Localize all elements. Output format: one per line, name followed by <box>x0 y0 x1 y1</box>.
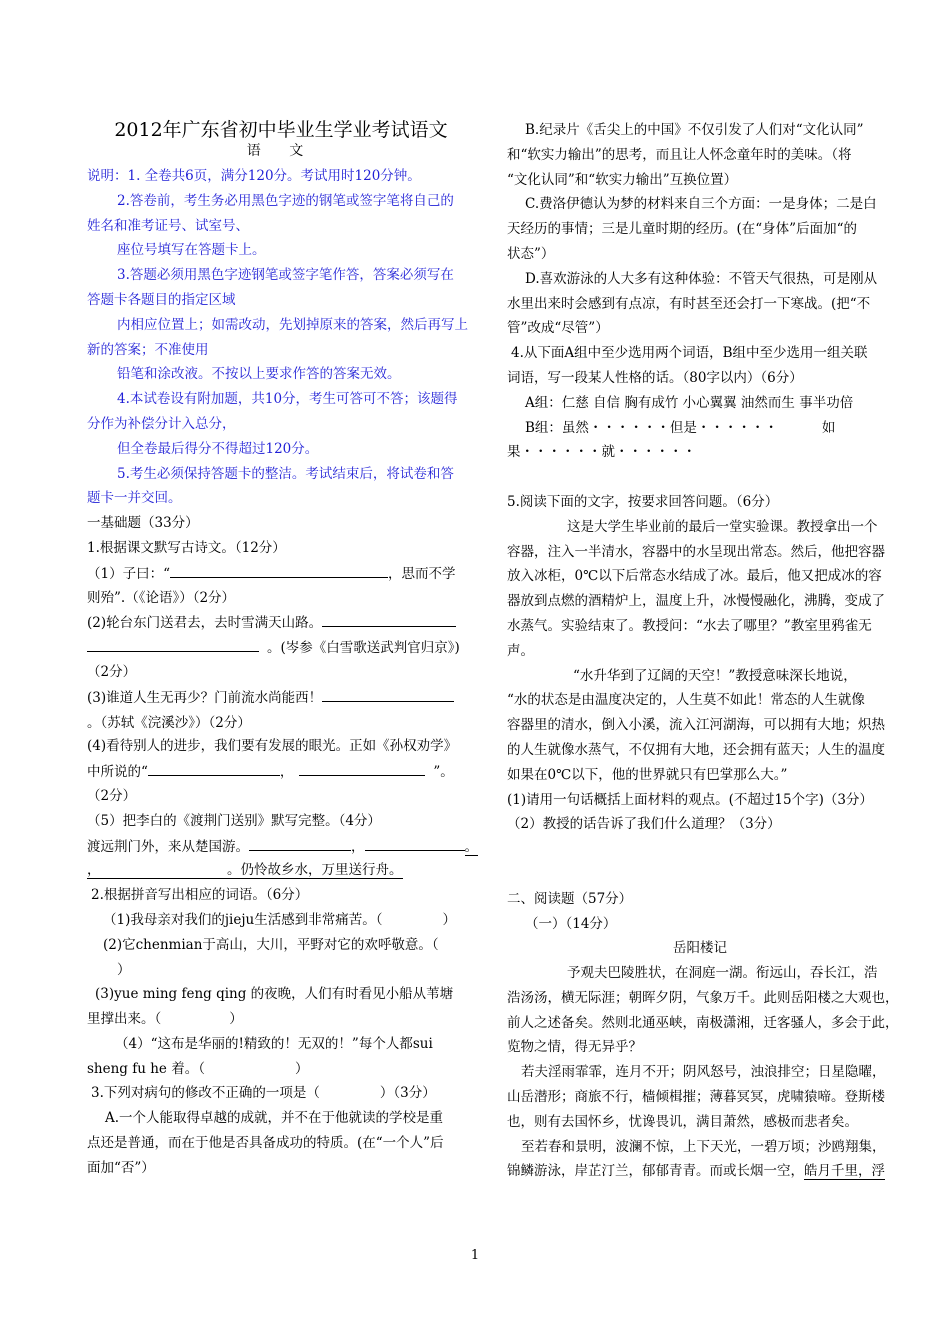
q3-option-d-line3: 管”改成“尽管”） <box>507 320 609 337</box>
answer-blank[interactable] <box>299 759 425 776</box>
question-1-5: （5）把李白的《渡荆门送别》默写完整。（4分） <box>87 812 381 829</box>
q5-passage-line: “水升华到了辽阔的天空！”教授意味深长地说， <box>573 667 857 684</box>
reading-part: （一）（14分） <box>525 915 617 932</box>
question-1-1: （1）子曰：“ ，思而不学 <box>87 561 475 586</box>
note-line: 但全卷最后得分不得超过120分。 <box>117 440 319 457</box>
question-3: 3.下列对病句的修改不正确的一项是（ ）（3分） <box>87 1081 475 1106</box>
q5-passage-line: 这是大学生毕业前的最后一堂实验课。教授拿出一个 <box>567 518 878 535</box>
q5-passage-line: 容器里的清水，倒入小溪，流入江河湖海，可以拥有大地；炽热 <box>507 717 885 734</box>
q1-4-score: （2分） <box>87 787 137 804</box>
section-heading: 二、阅读题（57分） <box>507 890 633 907</box>
q3-option-a: A.一个人能取得卓越的成就，并不在于他就读的学校是重 <box>105 1110 444 1127</box>
question-1-2: (2)轮台东门送君去，去时雪满天山路。 <box>87 610 475 635</box>
q3-option-c-line3: 状态”） <box>507 245 555 262</box>
note-line: 2.答卷前，考生务必用黑色字迹的钢笔或签字笔将自己的 <box>117 192 454 209</box>
right-column <box>507 118 899 1184</box>
exam-title: 2012年广东省初中毕业生学业考试语文 <box>114 119 448 141</box>
note-line: 答题卡各题目的指定区域 <box>87 291 236 308</box>
note-line: 姓名和准考证号、试室号、 <box>87 217 249 234</box>
q5-passage-line: 水蒸气。实验结束了。教授问：“水去了哪里？”教室里鸦雀无 <box>507 617 872 634</box>
q2-3-line2: 里撑出来。（ ） <box>87 1007 475 1032</box>
note-line: 铅笔和涂改液。不按以上要求作答的答案无效。 <box>117 366 401 383</box>
q5-passage-line: 声。 <box>507 642 534 659</box>
q4-group-b-line2: 果・・・・・・就・・・・・・ <box>507 444 696 461</box>
note-line: 内相应位置上；如需改动，先划掉原来的答案，然后再写上 <box>117 316 468 333</box>
q5-passage-line: 如果在0℃以下，他的世界就只有巴掌那么大。” <box>507 766 788 783</box>
note-line: 座位号填写在答题卡上。 <box>117 242 266 259</box>
answer-blank[interactable] <box>87 635 259 652</box>
q1-5-line2: 渡远荆门外，来从楚国游。 ， 。 <box>87 834 475 859</box>
essay-line: 山岳潜形；商旅不行，樯倾楫摧；薄暮冥冥，虎啸猿啼。登斯楼 <box>507 1089 885 1106</box>
question-5: 5.阅读下面的文字，按要求回答问题。（6分） <box>507 493 779 510</box>
q1-2-line2: 。(岑参《白雪歌送武判官归京》) <box>87 635 475 660</box>
essay-line: 浩汤汤，横无际涯；朝晖夕阴，气象万千。此则岳阳楼之大观也， <box>507 989 899 1006</box>
question-4-line2: 词语，写一段某人性格的话。（80字以内）（6分） <box>507 369 803 386</box>
answer-blank[interactable] <box>322 610 456 627</box>
answer-blank[interactable] <box>170 561 388 578</box>
essay-line: 若夫淫雨霏霏，连月不开；阴风怒号，浊浪排空；日星隐曜， <box>521 1064 886 1081</box>
q3-option-a-line2: 点还是普通，而在于他是否具备成功的特质。(在“一个人”后 <box>87 1135 444 1152</box>
q3-option-c-line2: 天经历的事情；三是儿童时期的经历。(在“身体”后面加“的 <box>507 221 857 238</box>
page-number: 1 <box>470 1248 480 1263</box>
essay-line: 览物之情，得无异乎？ <box>507 1039 642 1056</box>
note-line: 分作为补偿分计入总分， <box>87 415 236 432</box>
answer-blank[interactable] <box>320 1081 380 1097</box>
q3-option-b: B.纪录片《舌尖上的中国》不仅引发了人们对“文化认同” <box>525 122 864 138</box>
question-5-2: （2）教授的话告诉了我们什么道理？（3分） <box>507 816 781 833</box>
answer-blank[interactable] <box>249 834 351 851</box>
essay-line: 予观夫巴陵胜状，在洞庭一湖。衔远山，吞长江，浩 <box>567 965 878 982</box>
q1-4-line2: 中所说的“ ， ”。 <box>87 759 475 784</box>
essay-line: 也，则有去国怀乡，忧谗畏讥，满目萧然，感极而悲者矣。 <box>507 1113 858 1130</box>
q5-passage-line: 容器，注入一半清水，容器中的水呈现出常态。然后，他把容器 <box>507 543 885 560</box>
q1-1-source: 则殆”.（《论语》）（2分） <box>87 589 236 606</box>
q5-passage-line: “水的状态是由温度决定的，人生莫不如此！常态的人生就像 <box>507 692 865 709</box>
answer-blank[interactable] <box>382 908 442 924</box>
q3-option-a-line3: 面加“否”） <box>87 1159 155 1176</box>
q3-option-d-line2: 水里出来时会感到有点凉，有时甚至还会打一下寒战。(把“不 <box>507 295 871 312</box>
question-4: 4.从下面A组中至少选用两个词语，B组中至少选用一组关联 <box>511 345 868 362</box>
essay-title: 岳阳楼记 <box>673 940 727 957</box>
question-2-1: （1)我母亲对我们的jieju生活感到非常痛苦。（ ） <box>87 908 475 933</box>
q2-4-line2: sheng fu he 着。（ ） <box>87 1057 475 1082</box>
q4-group-b: B组：虽然・・・・・・但是・・・・・・ 如 <box>525 419 836 436</box>
essay-line: 至若春和景明，波澜不惊，上下天光，一碧万顷；沙鸥翔集， <box>521 1138 886 1155</box>
question-1: 1.根据课文默写古诗文。（12分） <box>87 539 286 556</box>
question-5-1: (1)请用一句话概括上面材料的观点。(不超过15个字)（3分） <box>507 791 873 808</box>
answer-blank[interactable] <box>161 1007 229 1023</box>
q2-2-end: ） <box>117 961 131 978</box>
q5-passage-line: 的人生就像水蒸气，不仅拥有大地，还会拥有蓝天；人生的温度 <box>507 741 885 758</box>
exam-subtitle: 语 文 <box>246 143 316 159</box>
answer-blank[interactable] <box>322 685 454 702</box>
q3-option-b-line2: 和“软实力输出”的思考，而且让人怀念童年时的美味。（将 <box>507 146 852 163</box>
note-line: 5.考生必须保持答题卡的整洁。考试结束后，将试卷和答 <box>117 465 454 482</box>
question-2: 2.根据拼音写出相应的词语。（6分） <box>91 887 309 904</box>
q3-option-b-line3: “文化认同”和“软实力输出”互换位置） <box>507 171 738 188</box>
note-line: 4.本试卷设有附加题，共10分，考生可答可不答；该题得 <box>117 391 458 408</box>
note-line: 题卡一并交回。 <box>87 490 182 507</box>
q1-2-score: （2分） <box>87 663 137 680</box>
q1-3-source: 。（苏轼《浣溪沙》）（2分） <box>87 714 251 731</box>
essay-line: 前人之述备矣。然则北通巫峡，南极潇湘，迁客骚人，多会于此， <box>507 1014 899 1031</box>
question-1-4: (4)看待别人的进步，我们要有发展的眼光。正如《孙权劝学》 <box>87 738 458 755</box>
section-heading: 一基础题（33分） <box>87 515 199 532</box>
essay-line: 锦鳞游泳，岸芷汀兰，郁郁青青。而或长烟一空，皓月千里，浮 <box>507 1163 885 1180</box>
q5-passage-line: 器放到点燃的酒精炉上，温度上升，冰慢慢融化，沸腾，变成了 <box>507 593 885 610</box>
left-column <box>87 118 478 1181</box>
q5-passage-line: 放入冰柜，0℃以下后常态水结成了冰。最后，他又把成冰的容 <box>507 568 882 585</box>
q3-option-c: C.费洛伊德认为梦的材料来自三个方面：一是身体；二是白 <box>525 196 877 213</box>
answer-blank[interactable] <box>205 1057 295 1073</box>
question-2-4: （4）“这布是华丽的!精致的！无双的！”每个人都sui <box>115 1035 433 1052</box>
q1-5-line3: ， 。仍怜故乡水，万里送行舟。 <box>87 862 403 879</box>
question-1-3: (3)谁道人生无再少？门前流水尚能西！ <box>87 685 475 710</box>
note-line: 新的答案；不准使用 <box>87 341 209 358</box>
answer-blank[interactable] <box>365 834 465 851</box>
q3-option-d: D.喜欢游泳的人大多有这种体验：不管天气很热，可是刚从 <box>525 270 878 287</box>
question-2-3: (3)yue ming feng qing 的夜晚，人们有时看见小船从苇塘 <box>95 986 454 1003</box>
q4-group-a: A组：仁慈 自信 胸有成竹 小心翼翼 油然而生 事半功倍 <box>525 394 854 411</box>
note-line: 3.答题必须用黑色字迹钢笔或签字笔作答，答案必须写在 <box>117 267 454 284</box>
note-line: 说明：1. 全卷共6页，满分120分。考试用时120分钟。 <box>87 168 421 184</box>
answer-blank[interactable] <box>148 759 280 776</box>
question-2-2: (2)它chenmian于高山，大川，平野对它的欢呼敬意。（ <box>103 936 439 953</box>
